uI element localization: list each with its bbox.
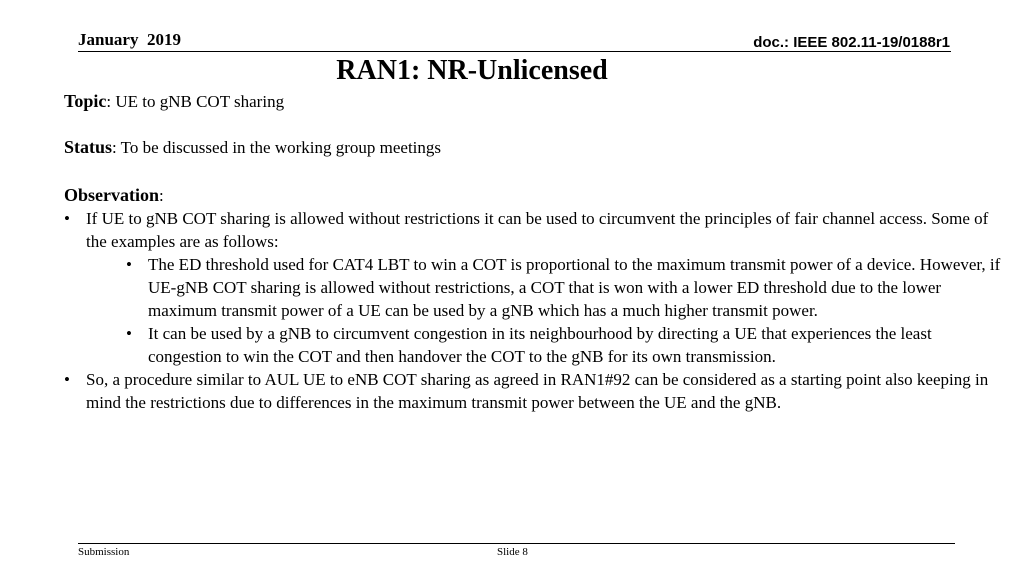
bullet-glyph: • bbox=[64, 370, 70, 389]
sub-list-item bbox=[126, 253, 1004, 322]
header-divider bbox=[78, 51, 951, 52]
footer-divider bbox=[78, 543, 955, 544]
bullet-glyph: • bbox=[126, 255, 132, 274]
observation-list bbox=[64, 207, 1004, 414]
list-item bbox=[64, 207, 1004, 368]
header-date: January 2019 bbox=[78, 30, 181, 49]
topic-line bbox=[64, 90, 1004, 113]
list-item bbox=[64, 368, 1004, 414]
observation-label: Observation bbox=[64, 185, 160, 205]
topic-text: : UE to gNB COT sharing bbox=[106, 92, 285, 111]
sub-list-item bbox=[126, 322, 1004, 368]
status-label: Status bbox=[64, 137, 113, 157]
footer-slide-number: Slide 8 bbox=[497, 546, 528, 558]
sub-list bbox=[86, 253, 1004, 368]
status-text: : To be discussed in the working group meetings bbox=[112, 138, 442, 157]
slide-body bbox=[64, 90, 1004, 414]
observation-colon: : bbox=[159, 186, 164, 205]
observation-heading bbox=[64, 184, 1004, 207]
bullet-glyph: • bbox=[126, 324, 132, 343]
list-item-text: If UE to gNB COT sharing is allowed without restrictions it can be used to circumvent the principles of fair channel access. Some of the examples are as follows: bbox=[86, 209, 989, 251]
footer-submission: Submission bbox=[78, 546, 130, 558]
header-doc-id: doc.: IEEE 802.11-19/0188r1 bbox=[753, 34, 950, 51]
bullet-glyph: • bbox=[64, 209, 70, 228]
sub-list-item-text: It can be used by a gNB to circumvent congestion in its neighbourhood by directing a UE that experiences the least congestion to win the COT and then handover the COT to the gNB for its own transmission. bbox=[148, 324, 932, 366]
sub-list-item-text: The ED threshold used for CAT4 LBT to win a COT is proportional to the maximum transmit power of a device. However, if UE-gNB COT sharing is allowed without restrictions, a COT that is won with a lower ED threshold due to the lower maximum transmit power of a UE can be used by a gNB which has a much higher transmit power. bbox=[148, 255, 1001, 320]
status-line bbox=[64, 136, 1004, 159]
list-item-text: So, a procedure similar to AUL UE to eNB COT sharing as agreed in RAN1#92 can be considered as a starting point also keeping in mind the restrictions due to differences in the maximum transmit power between the UE and the gNB. bbox=[86, 370, 989, 412]
slide-title: RAN1: NR-Unlicensed bbox=[336, 55, 608, 86]
topic-label: Topic bbox=[64, 91, 107, 111]
